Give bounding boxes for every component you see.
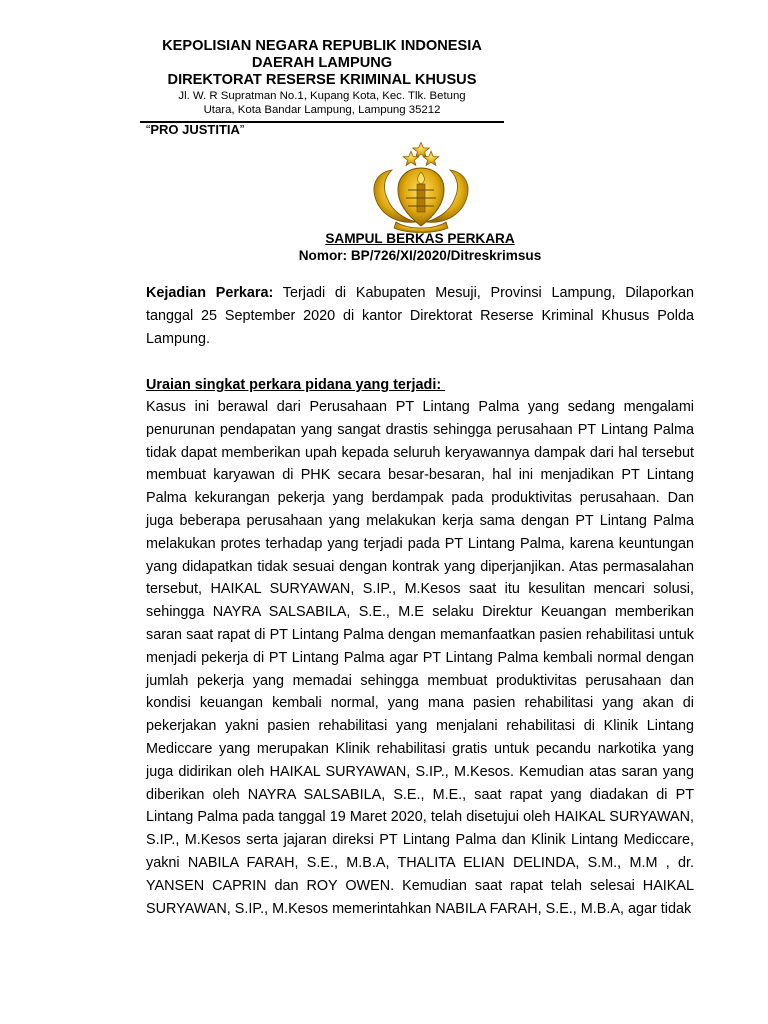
- address-line-2: Utara, Kota Bandar Lampung, Lampung 35212: [203, 104, 441, 116]
- directorate-name: DIREKTORAT RESERSE KRIMINAL KHUSUS: [167, 72, 477, 88]
- document-title: SAMPUL BERKAS PERKARA: [325, 231, 515, 246]
- police-emblem-icon: [366, 142, 476, 234]
- pro-justitia-text: PRO JUSTITIA: [150, 122, 240, 137]
- incident-text: Terjadi di Kabupaten Mesuji, Provinsi Lampung, Dilaporkan tanggal 25 September 2020 di kantor Direktorat Reserse Kriminal Khusus Polda Lampung.: [146, 285, 694, 347]
- pro-justitia-label: [146, 122, 244, 138]
- institution-name: KEPOLISIAN NEGARA REPUBLIK INDONESIA: [162, 38, 482, 54]
- document-number: Nomor: BP/726/XI/2020/Ditreskrimsus: [298, 248, 542, 263]
- letterhead: [140, 38, 504, 117]
- close-quote: ”: [239, 122, 245, 137]
- open-quote: “: [146, 122, 151, 137]
- region-name: DAERAH LAMPUNG: [251, 55, 393, 71]
- incident-paragraph: [146, 282, 694, 350]
- summary-paragraph: Kasus ini berawal dari Perusahaan PT Lintang Palma yang sedang mengalami penurunan pendapatan yang sangat drastis sehingga perusahaan PT Lintang Palma tidak dapat memberikan upah kepada seluruh keryawannya dampak dari hal tersebut membuat karyawan di PHK secara besar-besaran, hal ini menjadikan PT Lintang Palma kekurangan pekerja yang berdampak pada produktivitas perusahaan. Dan juga beberapa perusahaan yang melakukan kerja sama dengan PT Lintang Palma melakukan protes terhadap yang terjadi pada PT Lintang Palma, karena keuntungan yang didapatkan tidak sesuai dengan kontrak yang diperjanjikan. Atas permasalahan tersebut, HAIKAL SURYAWAN, S.IP., M.Kesos saat itu kesulitan mencari solusi, sehingga NAYRA SALSABILA, S.E., M.E selaku Direktur Keuangan memberikan saran saat rapat di PT Lintang Palma dengan memanfaatkan pasien rehabilitasi untuk menjadi pekerja di PT Lintang Palma agar PT Lintang Palma kembali normal dengan jumlah pekerja yang memadai sehingga membuat produktivitas perusahaan dan kondisi keuangan kembali normal, yang mana pasien rehabilitasi yang akan di pekerjakan yakni pasien rehabilitasi yang menjalani rehabilitasi di Klinik Lintang Mediccare yang merupakan Klinik rehabilitasi gratis untuk pecandu narkotika yang juga didirikan oleh HAIKAL SURYAWAN, S.IP., M.Kesos. Kemudian atas saran yang diberikan oleh NAYRA SALSABILA, S.E., M.E., saat rapat yang diadakan di PT Lintang Palma pada tanggal 19 Maret 2020, telah disetujui oleh HAIKAL SURYAWAN, S.IP., M.Kesos serta jajaran direksi PT Lintang Palma dan Klinik Lintang Mediccare, yakni NABILA FARAH, S.E., M.B.A, THALITA ELIAN DELINDA, S.M., M.M , dr. YANSEN CAPRIN dan ROY OWEN. Kemudian saat rapat telah selesai HAIKAL SURYAWAN, S.IP., M.Kesos memerintahkan NABILA FARAH, S.E., M.B.A, agar tidak: [146, 399, 694, 917]
- title-block: [200, 230, 640, 264]
- incident-label: Kejadian Perkara:: [146, 285, 274, 301]
- summary-heading: Uraian singkat perkara pidana yang terjadi:: [146, 377, 446, 393]
- address-line-1: Jl. W. R Supratman No.1, Kupang Kota, Kec. Tlk. Betung: [178, 90, 466, 102]
